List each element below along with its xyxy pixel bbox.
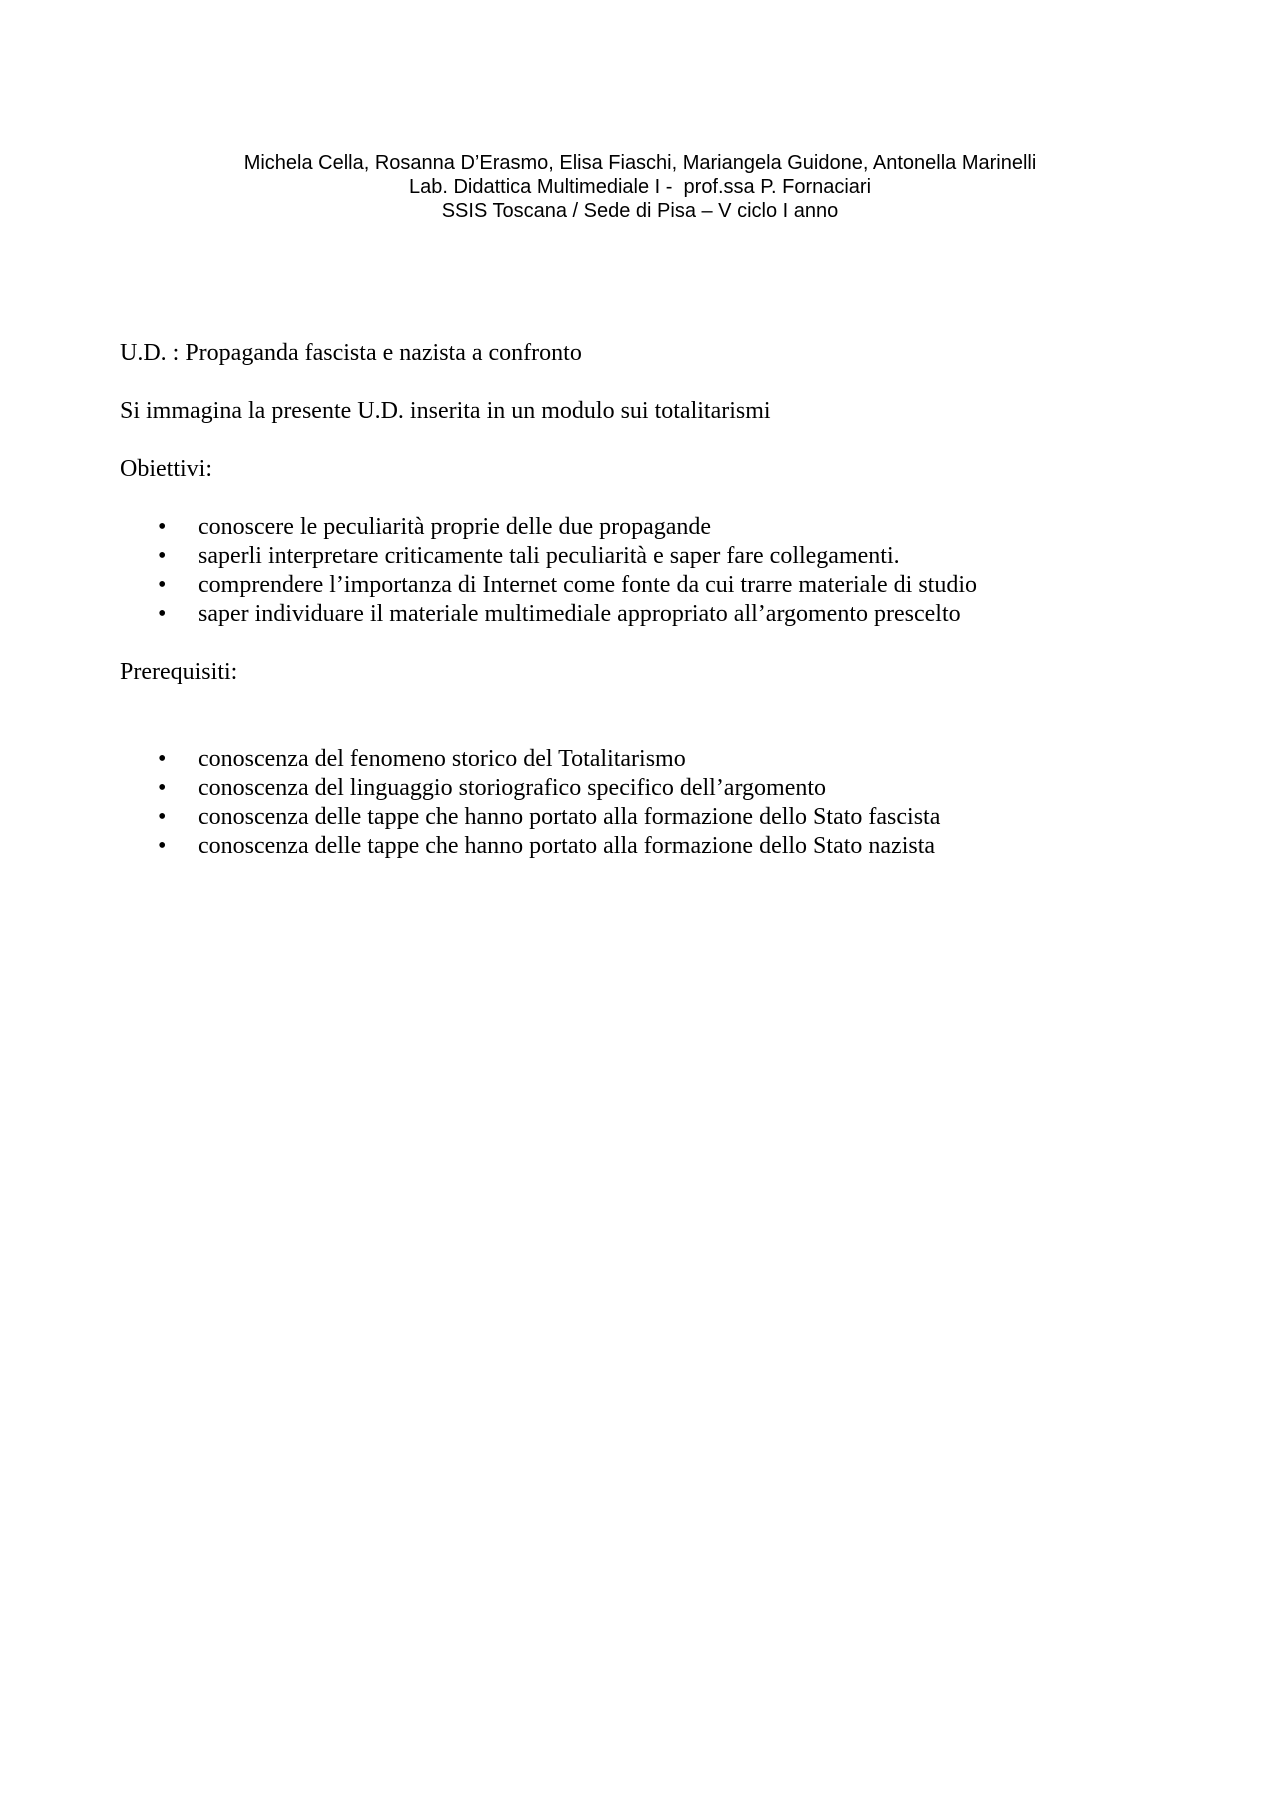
list-item-text: conoscenza del fenomeno storico del Totalitarismo <box>198 746 686 772</box>
prerequisites-list <box>120 745 1170 861</box>
course-line: Lab. Didattica Multimediale I - prof.ssa P. Fornaciari <box>408 176 872 198</box>
objectives-heading: Obiettivi: <box>120 456 212 482</box>
list-item-text: conoscenza delle tappe che hanno portato alla formazione dello Stato nazista <box>198 833 936 859</box>
list-item <box>120 571 1170 600</box>
list-item <box>120 600 1170 629</box>
bullet-icon: • <box>158 775 167 801</box>
bullet-icon: • <box>158 514 167 540</box>
bullet-icon: • <box>158 833 167 859</box>
bullet-icon: • <box>158 572 167 598</box>
bullet-icon: • <box>158 804 167 830</box>
list-item <box>120 745 1170 774</box>
list-item <box>120 542 1170 571</box>
bullet-icon: • <box>158 543 167 569</box>
list-item <box>120 774 1170 803</box>
school-line: SSIS Toscana / Sede di Pisa – V ciclo I anno <box>441 200 839 222</box>
list-item-text: saper individuare il materiale multimediale appropriato all’argomento prescelto <box>198 601 961 627</box>
document-header <box>0 151 1280 223</box>
bullet-icon: • <box>158 746 167 772</box>
prerequisites-heading: Prerequisiti: <box>120 659 238 685</box>
list-item-text: conoscenza del linguaggio storiografico specifico dell’argomento <box>198 775 827 801</box>
document-body <box>120 339 1170 861</box>
unit-title: U.D. : Propaganda fascista e nazista a confronto <box>120 340 582 366</box>
list-item-text: conoscenza delle tappe che hanno portato alla formazione dello Stato fascista <box>198 804 941 830</box>
list-item-text: comprendere l’importanza di Internet come fonte da cui trarre materiale di studio <box>198 572 977 598</box>
list-item <box>120 513 1170 542</box>
authors-line: Michela Cella, Rosanna D’Erasmo, Elisa Fiaschi, Mariangela Guidone, Antonella Marinelli <box>243 152 1037 174</box>
list-item-text: saperli interpretare criticamente tali peculiarità e saper fare collegamenti. <box>198 543 900 569</box>
unit-intro: Si immagina la presente U.D. inserita in un modulo sui totalitarismi <box>120 398 771 424</box>
bullet-icon: • <box>158 601 167 627</box>
list-item-text: conoscere le peculiarità proprie delle due propagande <box>198 514 712 540</box>
list-item <box>120 803 1170 832</box>
list-item <box>120 832 1170 861</box>
objectives-list <box>120 513 1170 629</box>
